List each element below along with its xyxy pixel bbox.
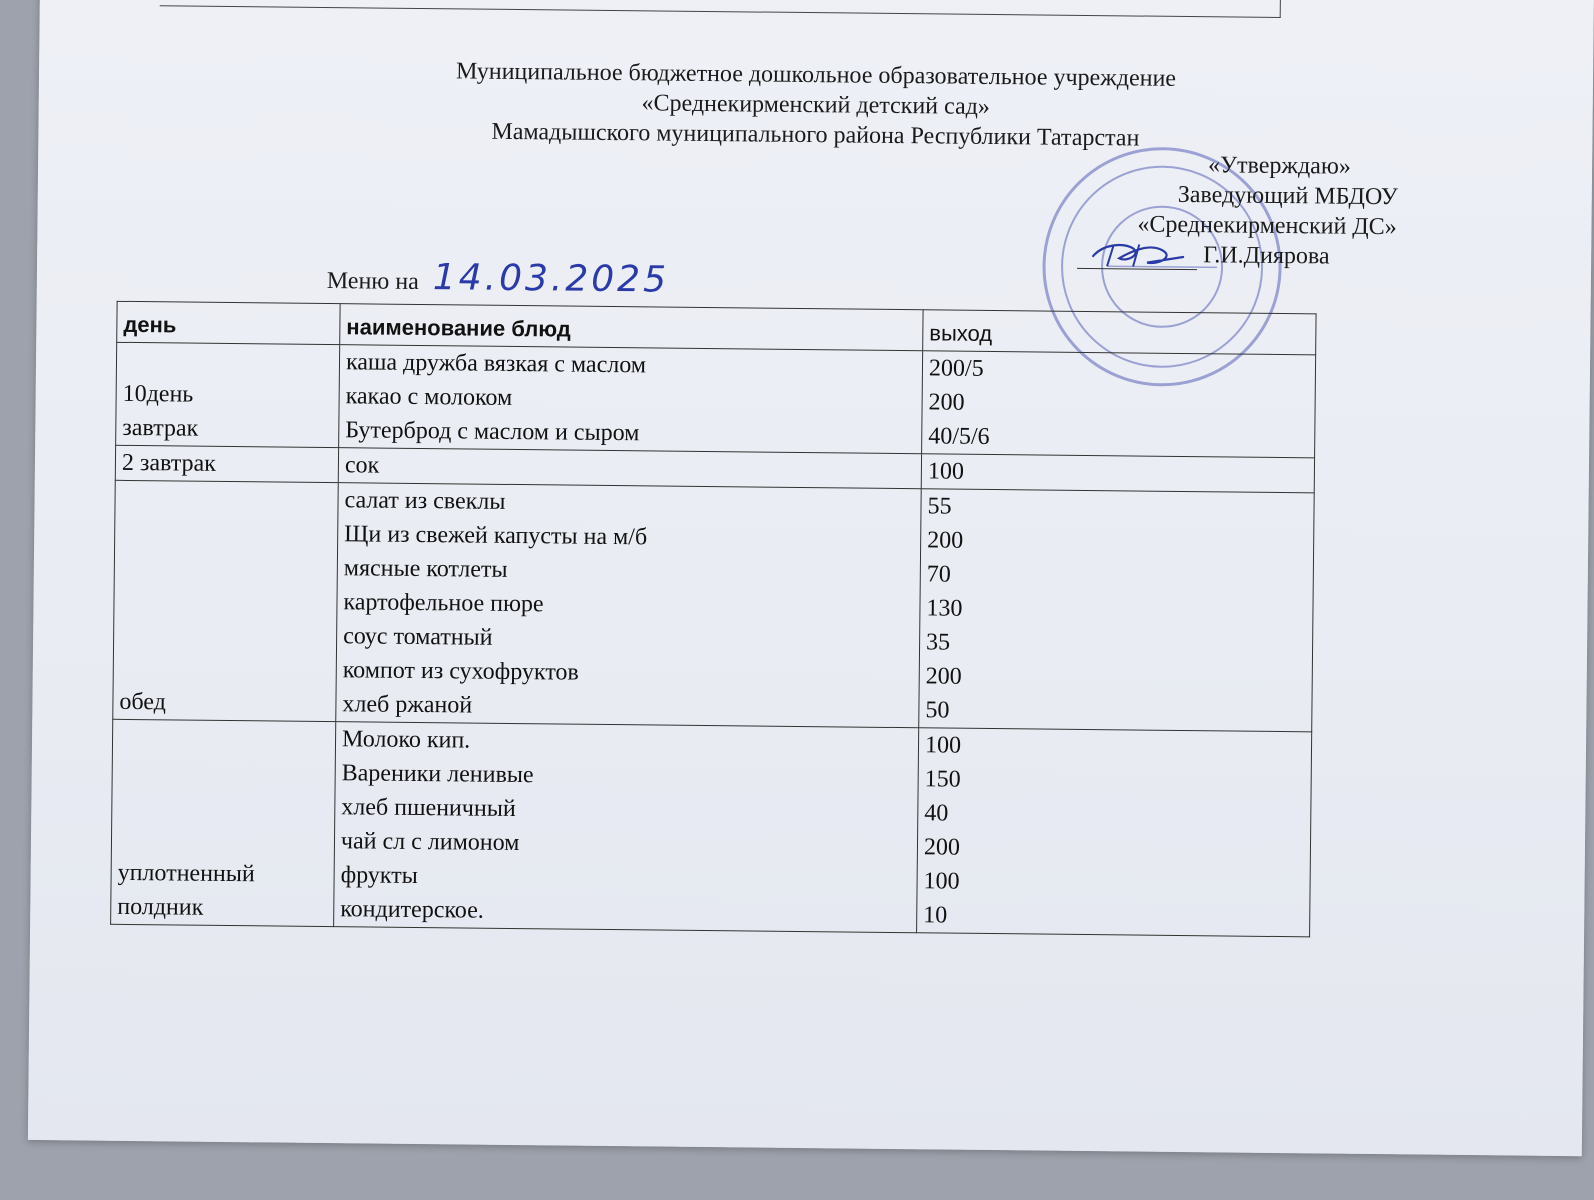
dish-item: сок [344, 452, 380, 479]
dish-item: Вареники ленивые [341, 760, 534, 789]
yield-value: 200/5 [928, 355, 984, 382]
paper-sheet [28, 0, 1594, 1156]
header-line-2: «Среднекирменский детский сад» [641, 90, 991, 120]
dish-item: каша дружба вязкая с маслом [345, 349, 647, 379]
yield-value: 200 [925, 663, 962, 690]
yield-value: 100 [924, 732, 962, 759]
approval-block [1077, 149, 1498, 273]
menu-title [327, 259, 669, 299]
yield-value: 10 [923, 902, 948, 929]
yield-value: 40/5/6 [928, 423, 990, 450]
yield-value: 35 [925, 629, 951, 656]
dish-item: картофельное пюре [343, 589, 544, 618]
dish-item: компот из сухофруктов [342, 657, 579, 686]
header-day: день [117, 301, 340, 344]
dish-cell [339, 345, 923, 454]
header-line-1: Муниципальное бюджетное дошкольное образовательное учреждение [455, 58, 1177, 92]
table-row [113, 480, 1314, 732]
dish-item: соус томатный [343, 623, 493, 651]
meal-label: обед [119, 688, 167, 716]
approval-position: Заведующий МБДОУ [1177, 181, 1399, 211]
table-row [111, 719, 1312, 937]
header-yield: выход [923, 310, 1316, 355]
dish-cell [336, 483, 921, 728]
meal-label: завтрак [122, 414, 199, 442]
day-cell [113, 480, 338, 721]
approval-heading: «Утверждаю» [1207, 152, 1351, 180]
meal-label: полдник [117, 893, 204, 921]
yield-value: 50 [925, 697, 950, 724]
table-row [116, 342, 1316, 458]
yield-cell [921, 454, 1314, 493]
dish-item: хлеб пшеничный [341, 794, 516, 823]
menu-table [110, 301, 1316, 938]
dish-item: Щи из свежей капусты на м/б [344, 521, 648, 551]
signature-line [1077, 244, 1197, 270]
yield-cell [922, 351, 1316, 458]
yield-value: 100 [923, 868, 960, 895]
yield-value: 200 [923, 834, 961, 861]
approval-organization: «Среднекирменский ДС» [1137, 211, 1397, 241]
header-dish: наименование блюд [340, 304, 923, 351]
meal-label: уплотненный [117, 859, 255, 888]
yield-cell [919, 489, 1314, 732]
dish-item: Бутерброд с маслом и сыром [345, 417, 640, 447]
yield-value: 200 [927, 527, 964, 554]
dish-cell [334, 722, 919, 933]
signature [1083, 236, 1193, 273]
yield-value: 40 [924, 800, 949, 827]
yield-value: 100 [927, 458, 965, 485]
header-line-3: Мамадышского муниципального района Республики Татарстан [491, 118, 1140, 152]
dish-item: салат из свеклы [344, 487, 506, 515]
dish-item: Молоко кип. [341, 726, 471, 754]
day-cell [111, 719, 336, 926]
day-label: 10день [122, 380, 194, 408]
dish-item: чай сл с лимоном [340, 828, 520, 857]
day-cell [116, 342, 340, 447]
approver-name: Г.И.Диярова [1203, 242, 1330, 270]
yield-value: 130 [926, 595, 963, 622]
meal-label: 2 завтрак [121, 449, 217, 477]
dish-item: мясные котлеты [343, 555, 508, 583]
yield-cell [917, 728, 1312, 937]
yield-value: 200 [928, 389, 965, 416]
yield-value: 150 [924, 766, 961, 793]
dish-item: фрукты [340, 862, 418, 890]
day-cell [115, 445, 338, 482]
menu-label: Меню на [326, 268, 419, 295]
yield-value: 70 [926, 561, 951, 588]
dish-item: кондитерское. [340, 896, 484, 924]
institution-header [38, 52, 1593, 158]
dish-item: хлеб ржаной [342, 691, 473, 719]
dish-item: какао с молоком [345, 383, 513, 411]
previous-table-edge [160, 0, 1281, 18]
menu-date-handwritten: 14.03.2025 [432, 257, 670, 301]
yield-value: 55 [927, 493, 952, 520]
